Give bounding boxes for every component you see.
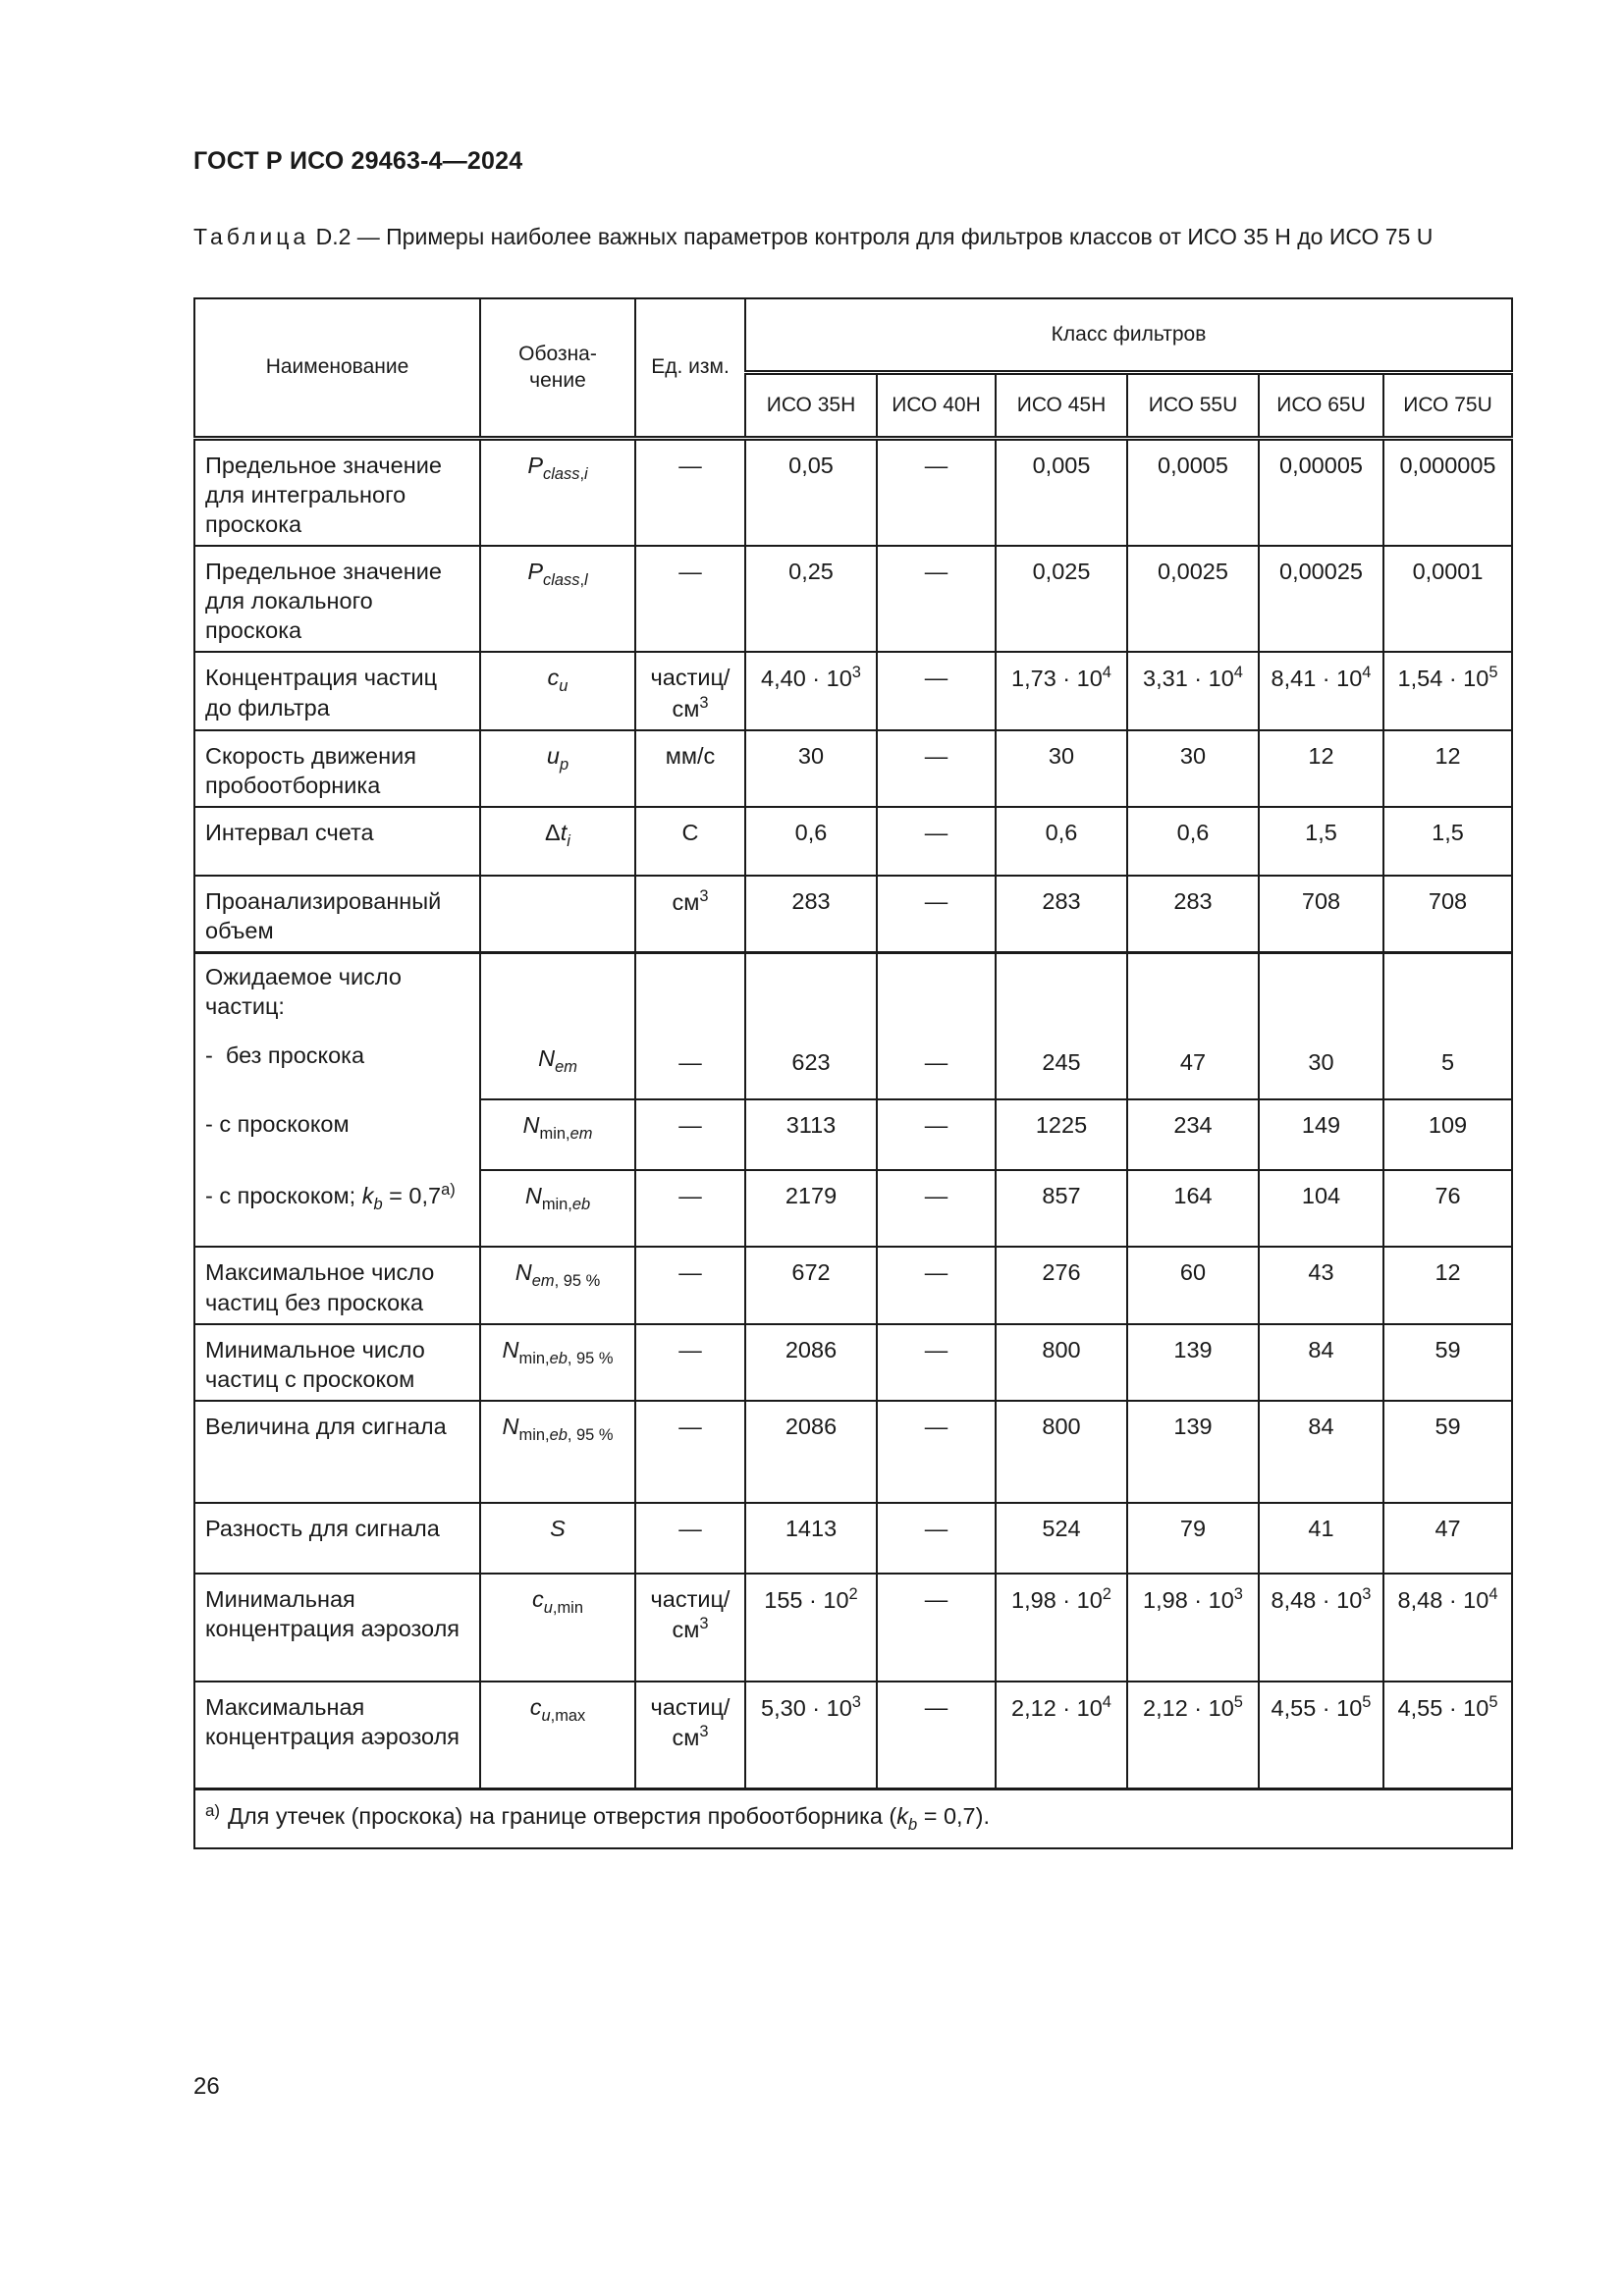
param-value: 0,05	[745, 439, 877, 547]
param-value: 0,6	[996, 807, 1127, 876]
param-value: —	[877, 952, 996, 1099]
table-row	[194, 876, 1512, 953]
param-value: $8,48 \cdot 10^3$	[1259, 1574, 1383, 1682]
param-unit: $см^3$	[635, 876, 745, 953]
header-designation-line1: Обозна-	[518, 342, 597, 365]
header-class: ИСО 35H	[745, 373, 877, 439]
param-value: —	[877, 807, 996, 876]
param-value: 708	[1383, 876, 1512, 953]
param-value: —	[877, 1099, 996, 1170]
param-name: Минимальная концентрация аэрозоля	[194, 1574, 480, 1682]
param-value: 857	[996, 1170, 1127, 1247]
param-value: —	[877, 439, 996, 547]
param-name: - с проскоком; $k_b = 0,7^{а)}$	[194, 1170, 480, 1247]
param-name: Интервал счета	[194, 807, 480, 876]
table-row	[194, 1401, 1512, 1503]
param-symbol: $N_{min,em}$	[480, 1099, 635, 1170]
param-value: $8,41 \cdot 10^4$	[1259, 652, 1383, 729]
footnote	[194, 1789, 1512, 1848]
param-name: Концентрация частиц до фильтра	[194, 652, 480, 729]
header-class: ИСО 65U	[1259, 373, 1383, 439]
table-body	[194, 439, 1512, 1848]
table-row	[194, 652, 1512, 729]
param-name: Максимальная концентрация аэрозоля	[194, 1682, 480, 1789]
param-value: 245	[996, 952, 1127, 1099]
param-value: —	[877, 652, 996, 729]
param-value: $1,73 \cdot 10^4$	[996, 652, 1127, 729]
param-name: Проанализированный объем	[194, 876, 480, 953]
table-row	[194, 439, 1512, 547]
param-value: 47	[1383, 1503, 1512, 1574]
param-value: 2179	[745, 1170, 877, 1247]
param-symbol: $u_p$	[480, 730, 635, 807]
footnote-text: Для утечек (проскока) на границе отверстия пробоотборника $(k_b = 0,7)$.	[228, 1802, 990, 1834]
param-value: 84	[1259, 1401, 1383, 1503]
param-value: —	[877, 546, 996, 652]
param-value: 1,5	[1259, 807, 1383, 876]
param-unit: С	[635, 807, 745, 876]
param-value: 60	[1127, 1247, 1259, 1323]
param-value: 234	[1127, 1099, 1259, 1170]
param-value: 800	[996, 1401, 1127, 1503]
param-value: 30	[996, 730, 1127, 807]
param-value: —	[877, 1682, 996, 1789]
param-unit: —	[635, 546, 745, 652]
param-value: 41	[1259, 1503, 1383, 1574]
param-unit: —	[635, 1503, 745, 1574]
param-value: 30	[745, 730, 877, 807]
param-symbol: $N_{min,eb, 95 \%}$	[480, 1324, 635, 1401]
param-value: 0,6	[1127, 807, 1259, 876]
param-name: Минимальное число частиц с проскоком	[194, 1324, 480, 1401]
param-value: 47	[1127, 952, 1259, 1099]
param-unit: —	[635, 1401, 745, 1503]
header-class: ИСО 45H	[996, 373, 1127, 439]
table-row	[194, 1324, 1512, 1401]
param-unit: мм/с	[635, 730, 745, 807]
param-value: 0,6	[745, 807, 877, 876]
param-value: 283	[1127, 876, 1259, 953]
header-row-1	[194, 298, 1512, 373]
param-unit: —	[635, 1170, 745, 1247]
param-value: 109	[1383, 1099, 1512, 1170]
param-value: 0,0025	[1127, 546, 1259, 652]
param-value: $1,98 \cdot 10^2$	[996, 1574, 1127, 1682]
expected-item-name: - без проскока	[205, 1042, 365, 1069]
table-row	[194, 1170, 1512, 1247]
param-symbol: $\Delta t_i$	[480, 807, 635, 876]
param-value: 59	[1383, 1401, 1512, 1503]
header-class: ИСО 75U	[1383, 373, 1512, 439]
param-value: 164	[1127, 1170, 1259, 1247]
param-value: —	[877, 1324, 996, 1401]
header-class: ИСО 55U	[1127, 373, 1259, 439]
param-value: —	[877, 1574, 996, 1682]
param-value: 0,25	[745, 546, 877, 652]
param-symbol: $N_{min,eb}$	[480, 1170, 635, 1247]
param-name: Величина для сигнала	[194, 1401, 480, 1503]
param-value: 0,005	[996, 439, 1127, 547]
header-designation	[480, 298, 635, 439]
param-value: 0,00025	[1259, 546, 1383, 652]
caption-text: D.2 — Примеры наиболее важных параметров контроля для фильтров классов от ИСО 35 Н до ИСО 75 U	[309, 224, 1434, 249]
param-name: Разность для сигнала	[194, 1503, 480, 1574]
param-value: 2086	[745, 1324, 877, 1401]
param-value: 2086	[745, 1401, 877, 1503]
param-unit: частиц/ $см^3$	[635, 652, 745, 729]
param-value: 79	[1127, 1503, 1259, 1574]
param-unit: —	[635, 1247, 745, 1323]
param-unit: частиц/ $см^3$	[635, 1682, 745, 1789]
param-name: Максимальное число частиц без проскока	[194, 1247, 480, 1323]
param-value: 672	[745, 1247, 877, 1323]
param-value: $1,98 \cdot 10^3$	[1127, 1574, 1259, 1682]
param-value: —	[877, 1247, 996, 1323]
table-row	[194, 1099, 1512, 1170]
param-name	[194, 952, 480, 1099]
param-value: 708	[1259, 876, 1383, 953]
param-value: 1,5	[1383, 807, 1512, 876]
param-symbol: $c_{u,min}$	[480, 1574, 635, 1682]
param-value: 104	[1259, 1170, 1383, 1247]
page-number: 26	[193, 2073, 220, 2100]
param-symbol: $N_{em}$	[480, 952, 635, 1099]
param-symbol: $N_{em, 95 \%}$	[480, 1247, 635, 1323]
header-class: ИСО 40H	[877, 373, 996, 439]
param-unit: —	[635, 1099, 745, 1170]
param-value: 12	[1383, 730, 1512, 807]
param-value: $8,48 \cdot 10^4$	[1383, 1574, 1512, 1682]
param-symbol: $P_{class,i}$	[480, 439, 635, 547]
table-row	[194, 952, 1512, 1099]
param-unit: —	[635, 1324, 745, 1401]
param-value: $4,55 \cdot 10^5$	[1259, 1682, 1383, 1789]
table-row	[194, 730, 1512, 807]
parameters-table	[193, 297, 1513, 1849]
param-value: 0,000005	[1383, 439, 1512, 547]
param-value: $155 \cdot 10^2$	[745, 1574, 877, 1682]
param-value: 12	[1383, 1247, 1512, 1323]
param-value: $4,55 \cdot 10^5$	[1383, 1682, 1512, 1789]
param-value: 149	[1259, 1099, 1383, 1170]
param-value: 30	[1127, 730, 1259, 807]
param-value: 276	[996, 1247, 1127, 1323]
param-unit: —	[635, 439, 745, 547]
param-name: Предельное значение для интегрального проскока	[194, 439, 480, 547]
param-value: —	[877, 876, 996, 953]
table-row	[194, 1503, 1512, 1574]
header-filter-class: Класс фильтров	[745, 298, 1512, 373]
param-value: 0,0005	[1127, 439, 1259, 547]
param-value: 800	[996, 1324, 1127, 1401]
param-value: 283	[996, 876, 1127, 953]
expected-title: Ожидаемое число частиц:	[205, 963, 402, 1020]
param-value: $4,40 \cdot 10^3$	[745, 652, 877, 729]
param-value: 1225	[996, 1099, 1127, 1170]
param-value: $1,54 \cdot 10^5$	[1383, 652, 1512, 729]
param-value: 623	[745, 952, 877, 1099]
param-value: 59	[1383, 1324, 1512, 1401]
param-unit: частиц/ $см^3$	[635, 1574, 745, 1682]
caption-label: Таблица	[193, 224, 310, 249]
param-value: 76	[1383, 1170, 1512, 1247]
table-row	[194, 1247, 1512, 1323]
param-value: —	[877, 1503, 996, 1574]
param-value: $2,12 \cdot 10^5$	[1127, 1682, 1259, 1789]
param-value: 3113	[745, 1099, 877, 1170]
param-symbol	[480, 876, 635, 953]
param-symbol: $P_{class,l}$	[480, 546, 635, 652]
param-value: —	[877, 1170, 996, 1247]
param-value: —	[877, 730, 996, 807]
document-header: ГОСТ Р ИСО 29463-4—2024	[193, 147, 523, 175]
param-value: 283	[745, 876, 877, 953]
param-value: 12	[1259, 730, 1383, 807]
footnote-mark: а)	[205, 1801, 221, 1821]
param-value: 0,0001	[1383, 546, 1512, 652]
param-symbol: $c_{u,max}$	[480, 1682, 635, 1789]
param-value: $3,31 \cdot 10^4$	[1127, 652, 1259, 729]
param-value: 43	[1259, 1247, 1383, 1323]
param-value: —	[877, 1401, 996, 1503]
param-value: 1413	[745, 1503, 877, 1574]
header-unit: Ед. изм.	[635, 298, 745, 439]
param-value: 84	[1259, 1324, 1383, 1401]
param-value: 0,00005	[1259, 439, 1383, 547]
table-row	[194, 1574, 1512, 1682]
param-name: - с проскоком	[194, 1099, 480, 1170]
table-row	[194, 807, 1512, 876]
param-value: 5	[1383, 952, 1512, 1099]
param-value: 0,025	[996, 546, 1127, 652]
header-name: Наименование	[194, 298, 480, 439]
footnote-row	[194, 1789, 1512, 1848]
header-designation-line2: чение	[529, 368, 586, 392]
param-name: Предельное значение для локального проскока	[194, 546, 480, 652]
table-caption	[193, 224, 1509, 251]
table-row	[194, 546, 1512, 652]
param-unit: —	[635, 952, 745, 1099]
param-value: $2,12 \cdot 10^4$	[996, 1682, 1127, 1789]
table-row	[194, 1682, 1512, 1789]
param-value: 30	[1259, 952, 1383, 1099]
param-value: 139	[1127, 1401, 1259, 1503]
param-symbol: S	[480, 1503, 635, 1574]
param-value: 139	[1127, 1324, 1259, 1401]
param-value: $5,30 \cdot 10^3$	[745, 1682, 877, 1789]
param-name: Скорость движения пробоотборника	[194, 730, 480, 807]
param-value: 524	[996, 1503, 1127, 1574]
param-symbol: $N_{min,eb, 95 \%}$	[480, 1401, 635, 1503]
param-symbol: $c_u$	[480, 652, 635, 729]
